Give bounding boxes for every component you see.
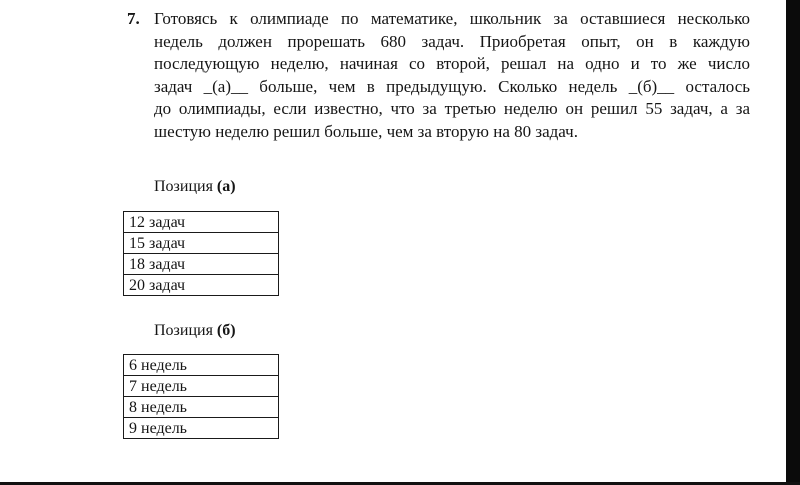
position-a-option-1: 12 задач	[124, 212, 279, 233]
problem-number: 7.	[127, 9, 140, 28]
problem-line-3: последующую неделю, начиная со второй, решал на одно и то же число	[154, 54, 750, 73]
problem-line-6: шестую неделю решил больше, чем за вторую на 80 задач.	[154, 121, 578, 141]
position-a-option-row	[124, 233, 279, 254]
position-a-option-4: 20 задач	[124, 275, 279, 296]
problem-line-4: задач _(а)__ больше, чем в предыдущую. Сколько недель _(б)__ осталось	[154, 76, 750, 96]
position-b-option-4: 9 недель	[124, 418, 279, 439]
position-b-option-3: 8 недель	[124, 397, 279, 418]
position-b-option-row	[124, 355, 279, 376]
position-b-option-row	[124, 397, 279, 418]
position-a-option-row	[124, 275, 279, 296]
dark-right-edge	[786, 0, 800, 485]
position-b-option-2: 7 недель	[124, 376, 279, 397]
problem-line-1: Готовясь к олимпиаде по математике, школьник за оставшиеся несколько	[154, 9, 750, 28]
position-a-title	[154, 177, 236, 197]
position-a-options-table	[123, 211, 279, 296]
problem-line-2: недель должен прорешать 680 задач. Приобретая опыт, он в каждую	[154, 31, 750, 51]
position-b-label-text: Позиция	[154, 322, 217, 339]
position-b-option-row	[124, 376, 279, 397]
position-a-option-row	[124, 212, 279, 233]
position-b-options-table	[123, 354, 279, 439]
position-b-title	[154, 321, 236, 341]
position-b-option-row	[124, 418, 279, 439]
position-a-label-marker: (а)	[216, 178, 236, 195]
position-a-option-row	[124, 254, 279, 275]
position-b-label-marker: (б)	[216, 322, 236, 339]
position-a-label-text: Позиция	[154, 178, 217, 195]
problem-line-5: до олимпиады, если известно, что за третью неделю он решил 55 задач, а за	[154, 99, 750, 118]
problem-statement	[154, 8, 750, 143]
position-a-option-3: 18 задач	[124, 254, 279, 275]
position-b-option-1: 6 недель	[124, 355, 279, 376]
position-a-option-2: 15 задач	[124, 233, 279, 254]
